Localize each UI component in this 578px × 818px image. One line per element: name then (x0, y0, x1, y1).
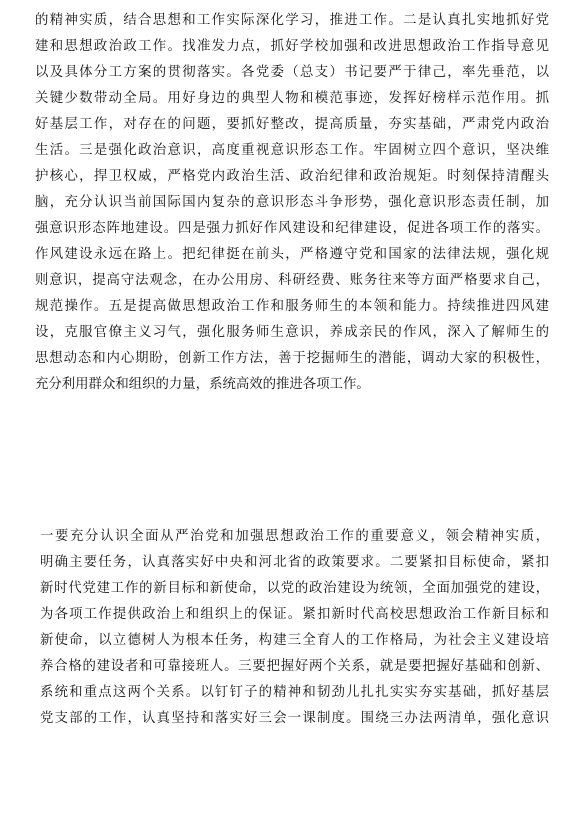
text-line: 建和思想政治政工作。找准发力点，抓好学校加强和改进思想政治工作指导意见 (35, 39, 549, 54)
text-line: 护核心，捍卫权威，严格党内政治生活、政治纪律和政治规矩。时刻保持清醒头 (35, 169, 549, 184)
text-line: 以及具体分工方案的贯彻落实。各党委（总支）书记要严于律己，率先垂范，以 (35, 65, 549, 80)
text-line: 好基层工作，对存在的问题，要抓好整改，提高质量，夯实基础，严肃党内政治 (35, 117, 549, 132)
text-line: 的精神实质，结合思想和工作实际深化学习，推进工作。二是认真扎实地抓好党 (35, 13, 549, 28)
text-line: 则意识，提高守法观念，在办公用房、科研经费、账务往来等方面严格要求自己， (35, 273, 549, 288)
text-line: 充分利用群众和组织的力量，系统高效的推进各项工作。 (35, 377, 370, 392)
text-line: 关键少数带动全局。用好身边的典型人物和模范事迹，发挥好榜样示范作用。抓 (35, 91, 549, 106)
text-line: 脑，充分认识当前国际国内复杂的意识形态斗争形势，强化意识形态责任制，加 (35, 195, 549, 210)
text-line: 思想动态和内心期盼，创新工作方法，善于挖掘师生的潜能，调动大家的积极性， (35, 351, 549, 366)
text-line: 规范操作。五是提高做思想政治工作和服务师生的本领和能力。持续推进四风建 (35, 299, 549, 314)
text-line: 强意识形态阵地建设。四是强力抓好作风建设和纪律建设，促进各项工作的落实。 (35, 221, 549, 236)
text-line: 作风建设永远在路上。把纪律挺在前头，严格遵守党和国家的法律法规，强化规 (35, 247, 549, 262)
text-line: 系统和重点这两个关系。以钉钉子的精神和韧劲儿扎扎实实夯实基础，抓好基层 (40, 685, 549, 700)
text-line: 设，克服官僚主义习气，强化服务师生意识，养成亲民的作风，深入了解师生的 (35, 325, 549, 340)
paragraph-1 (35, 8, 549, 398)
text-line: 明确主要任务，认真落实好中央和河北省的政策要求。二要紧扣目标使命，紧扣 (40, 555, 549, 570)
text-line: 养合格的建设者和可靠接班人。三要把握好两个关系，就是要把握好基础和创新、 (40, 659, 549, 674)
text-line: 新使命，以立德树人为根本任务，构建三全育人的工作格局，为社会主义建设培 (40, 633, 549, 648)
text-line: 新时代党建工作的新目标和新使命，以党的政治建设为统领，全面加强党的建设， (40, 581, 549, 596)
text-line: 一要充分认识全面从严治党和加强思想政治工作的重要意义，领会精神实质， (40, 529, 549, 544)
text-line: 党支部的工作，认真坚持和落实好三会一课制度。围绕三办法两清单，强化意识 (40, 711, 549, 726)
text-line: 生活。三是强化政治意识，高度重视意识形态工作。牢固树立四个意识，坚决维 (35, 143, 549, 158)
text-line: 为各项工作提供政治上和组织上的保证。紧扣新时代高校思想政治工作新目标和 (40, 607, 549, 622)
paragraph-2 (35, 524, 549, 732)
